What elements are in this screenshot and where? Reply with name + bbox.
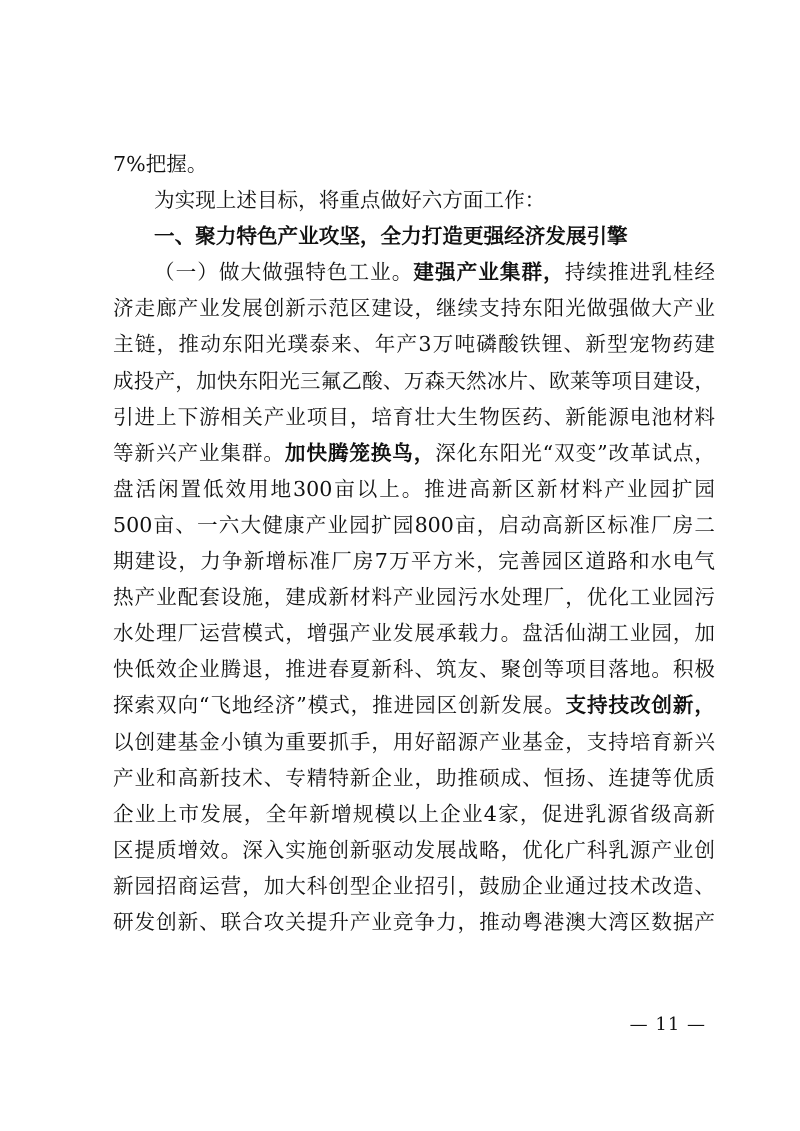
text-line-17: 以创建基金小镇为重要抓手，用好韶源产业基金，支持培育新兴 (113, 729, 715, 754)
text-line-14: 水处理厂运营模式，增强产业发展承载力。盘活仙湖工业园，加 (113, 621, 715, 646)
text-line-16: 探索双向“飞地经济”模式，推进园区创新发展。支持技改创新， (113, 693, 715, 718)
bold-keyword: 建强产业集群， (413, 260, 565, 285)
text-line-21: 新园招商运营，加大科创型企业招引，鼓励企业通过技术改造、 (113, 873, 715, 898)
text-line-4: （一）做大做强特色工业。建强产业集群，持续推进乳桂经 (154, 260, 716, 285)
text-line-2: 为实现上述目标，将重点做好六方面工作： (154, 188, 546, 213)
text-line-5: 济走廊产业发展创新示范区建设，继续支持东阳光做强做大产业 (113, 296, 715, 321)
text-line-15: 快低效企业腾退，推进春夏新科、筑友、聚创等项目落地。积极 (113, 657, 715, 682)
text-line-6: 主链，推动东阳光璞泰来、年产3万吨磷酸铁锂、新型宠物药建 (113, 332, 715, 357)
page-number: — 11 — (629, 1014, 706, 1035)
section-heading: 一、聚力特色产业攻坚，全力打造更强经济发展引擎 (154, 224, 628, 249)
text-line-9: 等新兴产业集群。加快腾笼换鸟，深化东阳光“双变”改革试点， (113, 440, 716, 465)
text-line-19: 企业上市发展，全年新增规模以上企业4家，促进乳源省级高新 (113, 801, 715, 826)
text-line-11: 500亩、一六大健康产业园扩园800亩，启动高新区标准厂房二 (113, 512, 715, 537)
text-line-18: 产业和高新技术、专精特新企业，助推硕成、恒扬、连捷等优质 (113, 765, 715, 790)
text-line-10: 盘活闲置低效用地300亩以上。推进高新区新材料产业园扩园 (113, 476, 715, 501)
text-line-7: 成投产，加快东阳光三氟乙酸、万森天然冰片、欧莱等项目建设， (113, 368, 715, 393)
text-line-20: 区提质增效。深入实施创新驱动发展战略，优化广科乳源产业创 (113, 837, 715, 862)
bold-keyword: 支持技改创新， (565, 693, 715, 718)
text-line-1: 7%把握。 (113, 152, 208, 176)
text-line-8: 引进上下游相关产业项目，培育壮大生物医药、新能源电池材料 (113, 404, 715, 429)
body-text (113, 146, 715, 940)
text-line-12: 期建设，力争新增标准厂房7万平方米，完善园区道路和水电气 (113, 549, 715, 574)
bold-keyword: 加快腾笼换鸟， (284, 440, 436, 465)
text-line-22: 研发创新、联合攻关提升产业竞争力，推动粤港澳大湾区数据产 (113, 909, 715, 934)
text-line-13: 热产业配套设施，建成新材料产业园污水处理厂，优化工业园污 (113, 585, 715, 610)
